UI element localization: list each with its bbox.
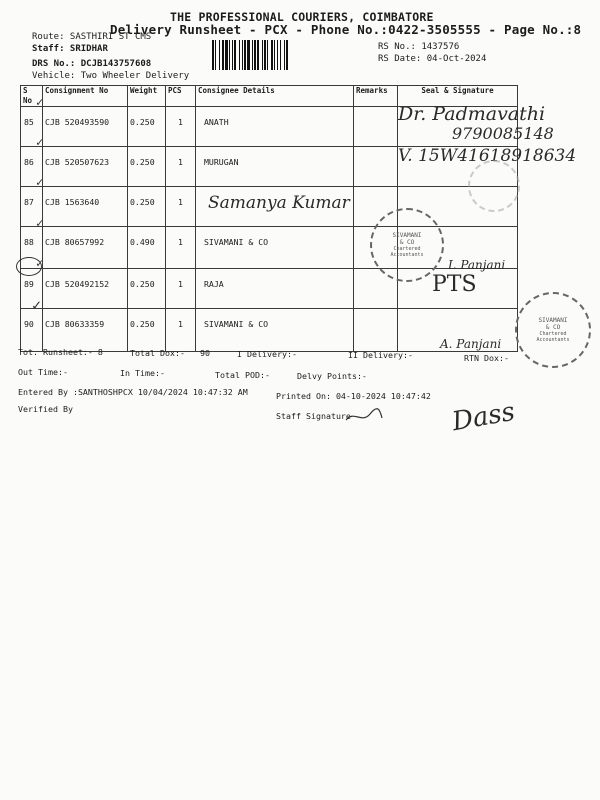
row-sno: 87 — [21, 187, 43, 227]
handwritten-signer-name: Dr. Padmavathi — [398, 103, 546, 125]
ii-delivery: II Delivery:- — [348, 350, 413, 360]
row-sno: 86 — [21, 147, 43, 187]
row-weight: 0.250 — [128, 107, 166, 147]
row-weight: 0.250 — [128, 269, 166, 309]
row-remarks — [354, 309, 398, 352]
rs-number: RS No.: 1437576 — [378, 42, 460, 52]
row-consignment: CJB 520493590 — [43, 107, 128, 147]
row-consignee: SIVAMANI & CO — [196, 227, 354, 269]
faded-stamp — [468, 160, 520, 212]
row-pcs: 1 — [166, 187, 196, 227]
staff-signature-label: Staff Signature — [276, 411, 351, 421]
col-seal-signature: Seal & Signature — [398, 86, 518, 107]
handwritten-sign-90: A. Panjani — [440, 337, 502, 351]
stamp-label: SIVAMANI & CO — [538, 317, 568, 331]
verified-by: Verified By — [18, 404, 73, 414]
row-consignee: SIVAMANI & CO — [196, 309, 354, 352]
rs-date: RS Date: 04-Oct-2024 — [378, 54, 487, 64]
row-pcs: 1 — [166, 107, 196, 147]
handwritten-receiver-name: Samanya Kumar — [208, 193, 350, 213]
drs-number: DRS No.: DCJB143757608 — [32, 59, 152, 69]
row-remarks — [354, 147, 398, 187]
staff-label: Staff: SRIDHAR — [32, 44, 108, 54]
check-icon: ✓ — [36, 256, 44, 270]
row-consignee: MURUGAN — [196, 147, 354, 187]
company-stamp — [515, 292, 591, 368]
in-time: In Time:- — [120, 368, 165, 378]
check-icon: ✓ — [36, 175, 44, 189]
check-icon: ✓ — [36, 216, 44, 230]
col-remarks: Remarks — [354, 86, 398, 107]
col-pcs: PCS — [166, 86, 196, 107]
check-icon: ✓ — [32, 296, 42, 314]
row-consignee: RAJA — [196, 269, 354, 309]
col-consignment: Consignment No — [43, 86, 128, 107]
row-consignment: CJB 80657992 — [43, 227, 128, 269]
runsheet-subtitle: Delivery Runsheet - PCX - Phone No.:0422-3505555 - Page No.:8 — [110, 22, 582, 37]
col-sno: S No — [21, 86, 43, 107]
handwritten-phone: 9790085148 — [452, 124, 554, 143]
handwritten-vehicle-no: V. 15W41618918634 — [398, 146, 577, 166]
circle-mark — [16, 257, 42, 276]
check-icon: ✓ — [36, 135, 44, 149]
row-remarks — [354, 107, 398, 147]
row-weight: 0.250 — [128, 187, 166, 227]
stamp-label: SIVAMANI & CO — [392, 232, 422, 246]
route-label: Route: SASTHIRI ST CMS — [32, 32, 152, 42]
handwritten-sign-89: I. Panjani — [448, 258, 506, 272]
row-pcs: 1 — [166, 269, 196, 309]
total-pod: Total POD:- — [215, 370, 270, 380]
total-dox-label: Total Dox:- — [130, 348, 185, 358]
row-sno: 90 — [21, 309, 43, 352]
stamp-sub: Chartered Accountants — [390, 246, 424, 258]
company-stamp — [370, 208, 444, 282]
row-weight: 0.250 — [128, 147, 166, 187]
company-title: THE PROFESSIONAL COURIERS, COIMBATORE — [170, 10, 434, 24]
barcode — [212, 40, 368, 70]
row-sno: 85 — [21, 107, 43, 147]
row-consignment: CJB 1563640 — [43, 187, 128, 227]
row-pcs: 1 — [166, 309, 196, 352]
entered-by: Entered By :SANTHOSHPCX 10/04/2024 10:47:32 AM — [18, 387, 248, 397]
handwritten-initials: PTS — [432, 272, 477, 297]
row-consignee: ANATH — [196, 107, 354, 147]
runsheet-table — [20, 85, 518, 352]
total-runsheet: Tot. Runsheet:- 8 — [18, 347, 103, 357]
check-icon: ✓ — [36, 95, 44, 109]
row-weight: 0.490 — [128, 227, 166, 269]
row-consignment: CJB 520507623 — [43, 147, 128, 187]
vehicle-label: Vehicle: Two Wheeler Delivery — [32, 71, 190, 81]
rtn-dox: RTN Dox:- — [464, 353, 509, 363]
i-delivery: I Delivery:- — [237, 349, 297, 359]
total-dox-value: 90 — [200, 348, 210, 358]
stamp-sub: Chartered Accountants — [536, 331, 570, 343]
row-weight: 0.250 — [128, 309, 166, 352]
col-weight: Weight — [128, 86, 166, 107]
printed-on: Printed On: 04-10-2024 10:47:42 — [276, 391, 431, 401]
row-pcs: 1 — [166, 227, 196, 269]
row-consignment: CJB 80633359 — [43, 309, 128, 352]
row-consignment: CJB 520492152 — [43, 269, 128, 309]
handwritten-note: Dass — [449, 396, 518, 438]
row-sno: 89 — [21, 269, 43, 309]
col-consignee: Consignee Details — [196, 86, 354, 107]
row-sno: 88 — [21, 227, 43, 269]
row-pcs: 1 — [166, 147, 196, 187]
out-time: Out Time:- — [18, 367, 68, 377]
delvy-points: Delvy Points:- — [297, 371, 367, 381]
